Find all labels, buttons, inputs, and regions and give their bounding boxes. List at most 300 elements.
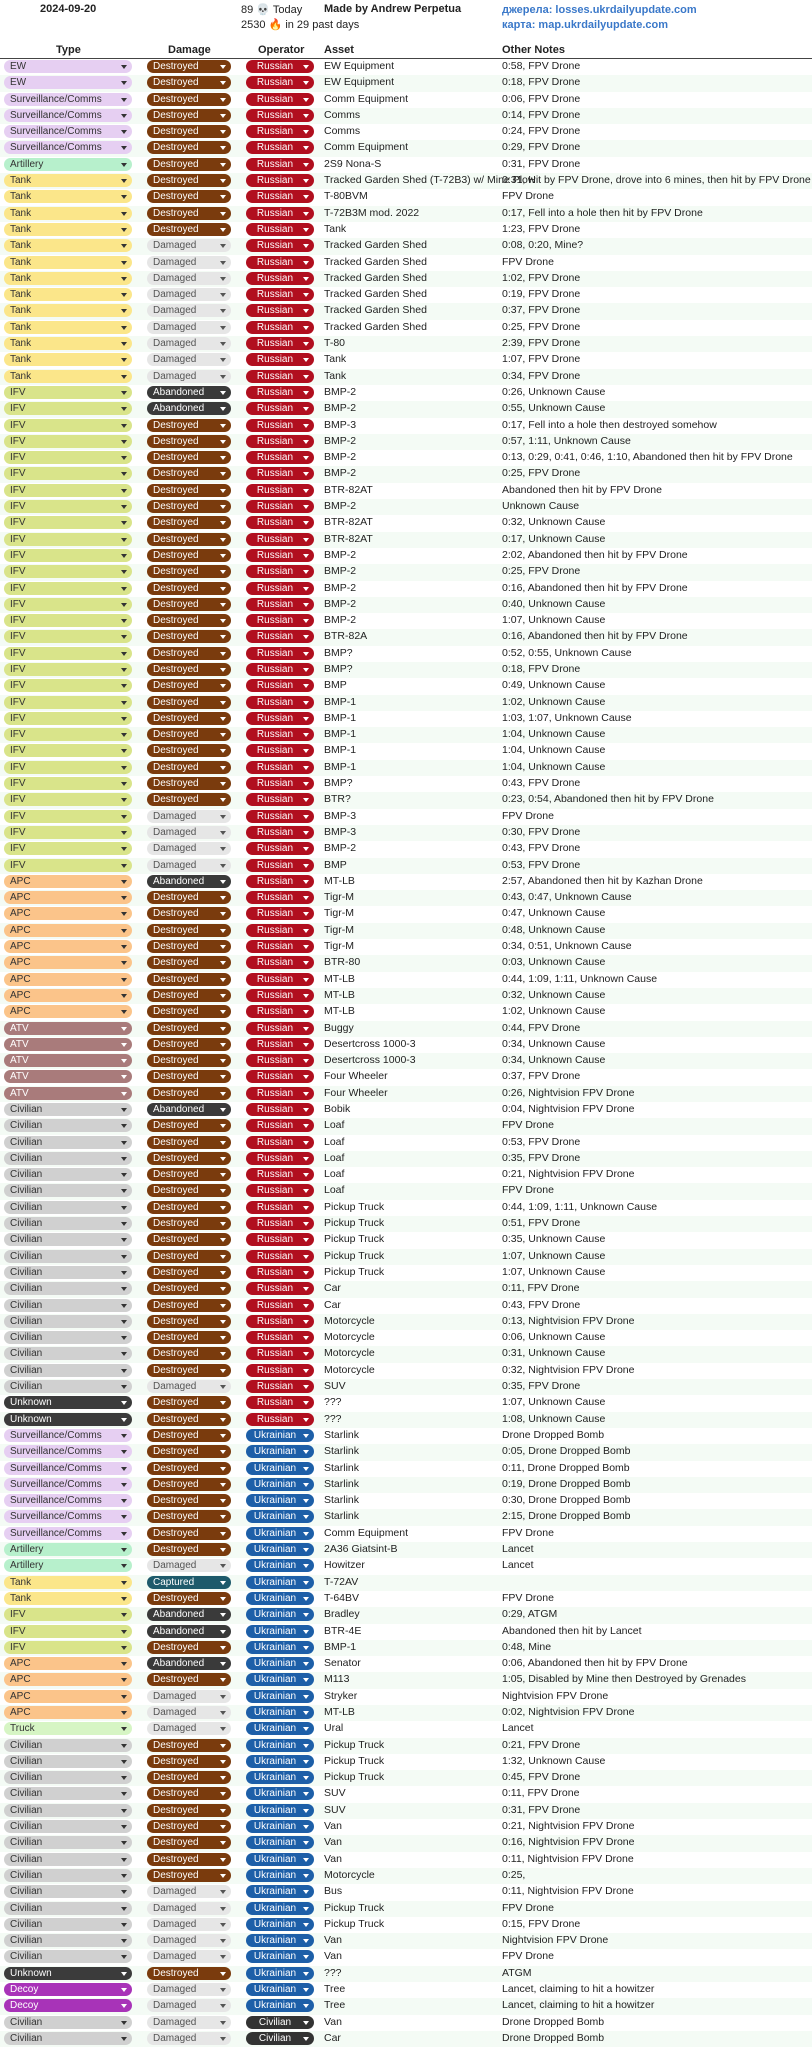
damage-select[interactable]: Damaged (147, 2032, 231, 2045)
col-asset[interactable]: Asset (324, 44, 354, 56)
damage-select[interactable]: Destroyed (147, 1462, 231, 1475)
type-select[interactable]: Civilian (4, 1885, 132, 1898)
type-select[interactable]: Surveillance/Comms (4, 125, 132, 138)
damage-select[interactable]: Damaged (147, 272, 231, 285)
damage-select[interactable]: Destroyed (147, 1510, 231, 1523)
asset-cell[interactable]: BMP-3 (324, 809, 357, 822)
damage-select[interactable]: Abandoned (147, 1657, 231, 1670)
operator-select[interactable]: Russian (246, 630, 314, 643)
operator-select[interactable]: Ukrainian (246, 1673, 314, 1686)
notes-cell[interactable]: 0:52, 0:55, Unknown Cause (502, 646, 632, 659)
notes-cell[interactable]: 0:19, FPV Drone (502, 288, 581, 301)
type-select[interactable]: IFV (4, 386, 132, 399)
type-select[interactable]: Surveillance/Comms (4, 109, 132, 122)
operator-select[interactable]: Ukrainian (246, 1755, 314, 1768)
notes-cell[interactable]: FPV Drone (502, 1901, 554, 1914)
type-select[interactable]: Tank (4, 1592, 132, 1605)
damage-select[interactable]: Destroyed (147, 956, 231, 969)
notes-cell[interactable]: 0:14, FPV Drone (502, 108, 581, 121)
operator-select[interactable]: Russian (246, 419, 314, 432)
notes-cell[interactable]: 0:29, ATGM (502, 1608, 558, 1621)
notes-cell[interactable]: 0:44, 1:09, 1:11, Unknown Cause (502, 972, 658, 985)
asset-cell[interactable]: Loaf (324, 1151, 345, 1164)
notes-cell[interactable]: 0:11, FPV Drone (502, 1787, 580, 1800)
asset-cell[interactable]: Loaf (324, 1119, 345, 1132)
notes-cell[interactable]: 0:11, FPV Drone (502, 1282, 580, 1295)
notes-cell[interactable]: 0:30, FPV Drone (502, 825, 581, 838)
notes-cell[interactable]: 0:25, FPV Drone (502, 320, 581, 333)
damage-select[interactable]: Damaged (147, 1722, 231, 1735)
asset-cell[interactable]: Tracked Garden Shed (324, 288, 427, 301)
damage-select[interactable]: Destroyed (147, 1347, 231, 1360)
type-select[interactable]: APC (4, 1690, 132, 1703)
type-select[interactable]: Tank (4, 337, 132, 350)
notes-cell[interactable]: 0:34, Unknown Cause (502, 1054, 606, 1067)
operator-select[interactable]: Russian (246, 907, 314, 920)
type-select[interactable]: Civilian (4, 1250, 132, 1263)
type-select[interactable]: APC (4, 940, 132, 953)
operator-select[interactable]: Russian (246, 1201, 314, 1214)
notes-cell[interactable]: 1:05, Disabled by Mine then Destroyed by Grenades (502, 1673, 746, 1686)
operator-select[interactable]: Russian (246, 1168, 314, 1181)
type-select[interactable]: ATV (4, 1022, 132, 1035)
operator-select[interactable]: Russian (246, 223, 314, 236)
damage-select[interactable]: Destroyed (147, 744, 231, 757)
type-select[interactable]: Tank (4, 288, 132, 301)
asset-cell[interactable]: ??? (324, 1412, 342, 1425)
type-select[interactable]: Civilian (4, 1869, 132, 1882)
type-select[interactable]: Civilian (4, 1315, 132, 1328)
type-select[interactable]: Civilian (4, 1836, 132, 1849)
operator-select[interactable]: Russian (246, 484, 314, 497)
asset-cell[interactable]: SUV (324, 1803, 346, 1816)
damage-select[interactable]: Destroyed (147, 1804, 231, 1817)
type-select[interactable]: Tank (4, 256, 132, 269)
notes-cell[interactable]: 0:48, Unknown Cause (502, 923, 606, 936)
damage-select[interactable]: Destroyed (147, 1331, 231, 1344)
notes-cell[interactable]: 0:11, Drone Dropped Bomb (502, 1461, 630, 1474)
operator-select[interactable]: Russian (246, 467, 314, 480)
operator-select[interactable]: Ukrainian (246, 1543, 314, 1556)
asset-cell[interactable]: Bobik (324, 1103, 351, 1115)
operator-select[interactable]: Ukrainian (246, 1918, 314, 1931)
type-select[interactable]: Surveillance/Comms (4, 1445, 132, 1458)
type-select[interactable]: Civilian (4, 1217, 132, 1230)
operator-select[interactable]: Ukrainian (246, 1445, 314, 1458)
type-select[interactable]: Civilian (4, 2016, 132, 2029)
asset-cell[interactable]: Pickup Truck (324, 1901, 385, 1914)
operator-select[interactable]: Russian (246, 1005, 314, 1018)
asset-cell[interactable]: BMP? (324, 777, 353, 790)
damage-select[interactable]: Damaged (147, 1934, 231, 1947)
type-select[interactable]: Civilian (4, 1902, 132, 1915)
damage-select[interactable]: Destroyed (147, 728, 231, 741)
notes-cell[interactable]: 0:30, Drone Dropped Bomb (502, 1494, 631, 1507)
type-select[interactable]: Civilian (4, 1739, 132, 1752)
notes-cell[interactable]: 1:08, Unknown Cause (502, 1412, 606, 1425)
asset-cell[interactable]: Tree (324, 1999, 346, 2012)
asset-cell[interactable]: Comm Equipment (324, 92, 409, 105)
asset-cell[interactable]: 2S9 Nona-S (324, 157, 382, 170)
damage-select[interactable]: Destroyed (147, 1413, 231, 1426)
type-select[interactable]: Civilian (4, 1168, 132, 1181)
asset-cell[interactable]: Ural (324, 1722, 344, 1735)
asset-cell[interactable]: Four Wheeler (324, 1086, 388, 1099)
type-select[interactable]: IFV (4, 582, 132, 595)
type-select[interactable]: Tank (4, 304, 132, 317)
notes-cell[interactable]: Abandoned then hit by FPV Drone (502, 483, 662, 496)
damage-select[interactable]: Destroyed (147, 467, 231, 480)
type-select[interactable]: Surveillance/Comms (4, 1429, 132, 1442)
type-select[interactable]: IFV (4, 761, 132, 774)
type-select[interactable]: Tank (4, 1576, 132, 1589)
damage-select[interactable]: Destroyed (147, 647, 231, 660)
type-select[interactable]: IFV (4, 614, 132, 627)
asset-cell[interactable]: Van (324, 1852, 342, 1865)
notes-cell[interactable]: 0:31, FPV Drone (502, 157, 581, 170)
notes-cell[interactable]: 1:07, Unknown Cause (502, 614, 606, 627)
damage-select[interactable]: Destroyed (147, 679, 231, 692)
type-select[interactable]: IFV (4, 810, 132, 823)
damage-select[interactable]: Damaged (147, 1999, 231, 2012)
damage-select[interactable]: Damaged (147, 288, 231, 301)
asset-cell[interactable]: MT-LB (324, 988, 355, 1001)
notes-cell[interactable]: Drone Dropped Bomb (502, 2031, 605, 2044)
operator-select[interactable]: Russian (246, 973, 314, 986)
type-select[interactable]: Civilian (4, 2032, 132, 2045)
type-select[interactable]: Tank (4, 190, 132, 203)
damage-select[interactable]: Destroyed (147, 1152, 231, 1165)
operator-select[interactable]: Russian (246, 1315, 314, 1328)
asset-cell[interactable]: BMP (324, 679, 347, 692)
damage-select[interactable]: Destroyed (147, 158, 231, 171)
damage-select[interactable]: Destroyed (147, 1184, 231, 1197)
type-select[interactable]: Civilian (4, 1934, 132, 1947)
operator-select[interactable]: Ukrainian (246, 1576, 314, 1589)
operator-select[interactable]: Ukrainian (246, 1592, 314, 1605)
asset-cell[interactable]: Van (324, 1950, 342, 1963)
asset-cell[interactable]: Comms (324, 125, 361, 138)
asset-cell[interactable]: Tracked Garden Shed (324, 271, 427, 284)
operator-select[interactable]: Ukrainian (246, 1527, 314, 1540)
operator-select[interactable]: Ukrainian (246, 1706, 314, 1719)
operator-select[interactable]: Russian (246, 810, 314, 823)
notes-cell[interactable]: 0:13, 0:29, 0:41, 0:46, 1:10, Abandoned then hit by FPV Drone (502, 451, 793, 464)
damage-select[interactable]: Destroyed (147, 1217, 231, 1230)
notes-cell[interactable]: Lancet, claiming to hit a howitzer (502, 1999, 655, 2012)
asset-cell[interactable]: Pickup Truck (324, 1771, 385, 1784)
operator-select[interactable]: Ukrainian (246, 1967, 314, 1980)
notes-cell[interactable]: 0:08, 0:20, Mine? (502, 239, 584, 252)
type-select[interactable]: Civilian (4, 1201, 132, 1214)
damage-select[interactable]: Destroyed (147, 989, 231, 1002)
asset-cell[interactable]: EW Equipment (324, 76, 395, 89)
type-select[interactable]: Civilian (4, 1136, 132, 1149)
damage-select[interactable]: Destroyed (147, 533, 231, 546)
type-select[interactable]: IFV (4, 793, 132, 806)
damage-select[interactable]: Destroyed (147, 207, 231, 220)
notes-cell[interactable]: 0:37, FPV Drone (502, 304, 581, 317)
damage-select[interactable]: Abandoned (147, 1608, 231, 1621)
operator-select[interactable]: Russian (246, 1119, 314, 1132)
asset-cell[interactable]: Pickup Truck (324, 1249, 385, 1262)
operator-select[interactable]: Ukrainian (246, 1739, 314, 1752)
type-select[interactable]: APC (4, 891, 132, 904)
operator-select[interactable]: Russian (246, 174, 314, 187)
type-select[interactable]: Tank (4, 321, 132, 334)
asset-cell[interactable]: Tigr-M (324, 907, 354, 920)
operator-select[interactable]: Russian (246, 207, 314, 220)
operator-select[interactable]: Russian (246, 842, 314, 855)
damage-select[interactable]: Destroyed (147, 1820, 231, 1833)
type-select[interactable]: Civilian (4, 1331, 132, 1344)
type-select[interactable]: Civilian (4, 1364, 132, 1377)
notes-cell[interactable]: Lancet (502, 1722, 534, 1735)
notes-cell[interactable]: 1:02, Unknown Cause (502, 1005, 606, 1018)
damage-select[interactable]: Damaged (147, 826, 231, 839)
asset-cell[interactable]: BMP-3 (324, 825, 357, 838)
notes-cell[interactable]: 2:57, Abandoned then hit by Kazhan Drone (502, 874, 703, 887)
notes-cell[interactable]: 0:23, 0:54, Abandoned then hit by FPV Drone (502, 793, 714, 806)
damage-select[interactable]: Damaged (147, 1885, 231, 1898)
type-select[interactable]: IFV (4, 744, 132, 757)
damage-select[interactable]: Destroyed (147, 1119, 231, 1132)
operator-select[interactable]: Russian (246, 1038, 314, 1051)
operator-select[interactable]: Russian (246, 337, 314, 350)
asset-cell[interactable]: T-72AV (324, 1575, 359, 1588)
type-select[interactable]: IFV (4, 451, 132, 464)
notes-cell[interactable]: 0:02, Nightvision FPV Drone (502, 1705, 635, 1718)
asset-cell[interactable]: Tigr-M (324, 923, 354, 936)
operator-select[interactable]: Russian (246, 141, 314, 154)
type-select[interactable]: Surveillance/Comms (4, 1510, 132, 1523)
type-select[interactable]: Tank (4, 207, 132, 220)
damage-select[interactable]: Abandoned (147, 875, 231, 888)
asset-cell[interactable]: BMP-2 (324, 451, 357, 464)
type-select[interactable]: Unknown (4, 1967, 132, 1980)
asset-cell[interactable]: BMP-2 (324, 402, 357, 415)
damage-select[interactable]: Destroyed (147, 1364, 231, 1377)
type-select[interactable]: Civilian (4, 1347, 132, 1360)
operator-select[interactable]: Russian (246, 989, 314, 1002)
asset-cell[interactable]: Comm Equipment (324, 141, 409, 154)
notes-cell[interactable]: 0:17, Fell into a hole then hit by FPV Drone (502, 206, 703, 219)
damage-select[interactable]: Damaged (147, 810, 231, 823)
operator-select[interactable]: Ukrainian (246, 1494, 314, 1507)
asset-cell[interactable]: Car (324, 2031, 341, 2044)
asset-cell[interactable]: Motorcycle (324, 1331, 375, 1344)
operator-select[interactable]: Russian (246, 386, 314, 399)
damage-select[interactable]: Damaged (147, 1690, 231, 1703)
notes-cell[interactable]: 0:47, Unknown Cause (502, 907, 606, 920)
type-select[interactable]: IFV (4, 696, 132, 709)
notes-cell[interactable]: FPV Drone (502, 1119, 554, 1132)
asset-cell[interactable]: Tank (324, 353, 347, 366)
damage-select[interactable]: Destroyed (147, 484, 231, 497)
asset-cell[interactable]: Buggy (324, 1021, 354, 1034)
asset-cell[interactable]: BTR-82AT (324, 483, 373, 496)
asset-cell[interactable]: Van (324, 1836, 342, 1849)
notes-cell[interactable]: 1:02, FPV Drone (502, 271, 581, 284)
asset-cell[interactable]: BMP (324, 858, 347, 871)
damage-select[interactable]: Destroyed (147, 1853, 231, 1866)
asset-cell[interactable]: Tracked Garden Shed (324, 255, 427, 268)
operator-select[interactable]: Russian (246, 288, 314, 301)
operator-select[interactable]: Russian (246, 1250, 314, 1263)
asset-cell[interactable]: BMP-2 (324, 614, 357, 627)
type-select[interactable]: APC (4, 1673, 132, 1686)
type-select[interactable]: Civilian (4, 1380, 132, 1393)
damage-select[interactable]: Damaged (147, 1902, 231, 1915)
type-select[interactable]: Tank (4, 353, 132, 366)
damage-select[interactable]: Damaged (147, 1559, 231, 1572)
notes-cell[interactable]: 0:03, Unknown Cause (502, 956, 606, 969)
operator-select[interactable]: Ukrainian (246, 1510, 314, 1523)
type-select[interactable]: Civilian (4, 1103, 132, 1116)
notes-cell[interactable]: 0:51, FPV Drone (502, 1217, 581, 1230)
notes-cell[interactable]: 0:16, Abandoned then hit by FPV Drone (502, 630, 688, 643)
operator-select[interactable]: Ukrainian (246, 1934, 314, 1947)
type-select[interactable]: IFV (4, 859, 132, 872)
asset-cell[interactable]: M113 (324, 1673, 350, 1686)
operator-select[interactable]: Russian (246, 370, 314, 383)
damage-select[interactable]: Abandoned (147, 402, 231, 415)
notes-cell[interactable]: Abandoned then hit by Lancet (502, 1624, 642, 1637)
type-select[interactable]: EW (4, 76, 132, 89)
damage-select[interactable]: Destroyed (147, 1592, 231, 1605)
asset-cell[interactable]: Loaf (324, 1184, 345, 1197)
asset-cell[interactable]: ??? (324, 1396, 342, 1409)
damage-select[interactable]: Destroyed (147, 1005, 231, 1018)
notes-cell[interactable]: 2:02, Abandoned then hit by FPV Drone (502, 548, 688, 561)
operator-select[interactable]: Russian (246, 1347, 314, 1360)
asset-cell[interactable]: T-72B3M mod. 2022 (324, 206, 420, 219)
notes-cell[interactable]: 0:21, Nightvision FPV Drone (502, 1168, 635, 1181)
asset-cell[interactable]: Pickup Truck (324, 1265, 385, 1278)
damage-select[interactable]: Destroyed (147, 598, 231, 611)
operator-select[interactable]: Russian (246, 1184, 314, 1197)
damage-select[interactable]: Destroyed (147, 1527, 231, 1540)
type-select[interactable]: APC (4, 1657, 132, 1670)
asset-cell[interactable]: Loaf (324, 1135, 345, 1148)
asset-cell[interactable]: BMP-1 (324, 760, 357, 773)
operator-select[interactable]: Russian (246, 1022, 314, 1035)
notes-cell[interactable]: 1:02, Unknown Cause (502, 695, 606, 708)
operator-select[interactable]: Russian (246, 500, 314, 513)
asset-cell[interactable]: Senator (324, 1657, 361, 1670)
notes-cell[interactable]: 0:29, FPV Drone (502, 141, 581, 154)
damage-select[interactable]: Damaged (147, 842, 231, 855)
damage-select[interactable]: Damaged (147, 256, 231, 269)
damage-select[interactable]: Destroyed (147, 1233, 231, 1246)
damage-select[interactable]: Destroyed (147, 451, 231, 464)
notes-cell[interactable]: 0:45, FPV Drone (502, 1771, 581, 1784)
notes-cell[interactable]: 0:19, Drone Dropped Bomb (502, 1477, 631, 1490)
asset-cell[interactable]: Motorcycle (324, 1868, 375, 1881)
damage-select[interactable]: Damaged (147, 1918, 231, 1931)
notes-cell[interactable]: Lancet, claiming to hit a howitzer (502, 1983, 655, 1996)
notes-cell[interactable]: 0:04, Nightvision FPV Drone (502, 1103, 635, 1115)
notes-cell[interactable]: 0:43, FPV Drone (502, 777, 581, 790)
damage-select[interactable]: Destroyed (147, 1250, 231, 1263)
notes-cell[interactable]: 0:35, FPV Drone (502, 1380, 581, 1393)
asset-cell[interactable]: SUV (324, 1380, 346, 1393)
type-select[interactable]: IFV (4, 728, 132, 741)
damage-select[interactable]: Destroyed (147, 614, 231, 627)
notes-cell[interactable]: Nightvision FPV Drone (502, 1934, 609, 1947)
damage-select[interactable]: Destroyed (147, 1038, 231, 1051)
operator-select[interactable]: Russian (246, 1054, 314, 1067)
asset-cell[interactable]: Tracked Garden Shed (324, 239, 427, 252)
asset-cell[interactable]: BMP-2 (324, 434, 357, 447)
damage-select[interactable]: Destroyed (147, 582, 231, 595)
type-select[interactable]: ATV (4, 1087, 132, 1100)
type-select[interactable]: APC (4, 973, 132, 986)
operator-select[interactable]: Russian (246, 956, 314, 969)
asset-cell[interactable]: Stryker (324, 1689, 358, 1702)
damage-select[interactable]: Destroyed (147, 663, 231, 676)
notes-cell[interactable]: 0:31, FPV Drone (502, 1803, 581, 1816)
operator-select[interactable]: Russian (246, 924, 314, 937)
type-select[interactable]: APC (4, 924, 132, 937)
asset-cell[interactable]: BMP-2 (324, 581, 357, 594)
operator-select[interactable]: Russian (246, 1396, 314, 1409)
asset-cell[interactable]: Starlink (324, 1510, 360, 1523)
asset-cell[interactable]: 2A36 Giatsint-B (324, 1543, 398, 1556)
asset-cell[interactable]: BMP-1 (324, 728, 357, 741)
notes-cell[interactable]: FPV Drone (502, 809, 554, 822)
type-select[interactable]: Civilian (4, 1950, 132, 1963)
operator-select[interactable]: Russian (246, 516, 314, 529)
operator-select[interactable]: Ukrainian (246, 1983, 314, 1996)
damage-select[interactable]: Destroyed (147, 190, 231, 203)
map-link[interactable]: карта: map.ukrdailyupdate.com (502, 19, 669, 31)
notes-cell[interactable]: 0:44, 1:09, 1:11, Unknown Cause (502, 1200, 658, 1213)
operator-select[interactable]: Russian (246, 125, 314, 138)
operator-select[interactable]: Russian (246, 598, 314, 611)
asset-cell[interactable]: Pickup Truck (324, 1200, 385, 1213)
col-notes[interactable]: Other Notes (502, 44, 565, 56)
asset-cell[interactable]: Van (324, 2015, 342, 2028)
notes-cell[interactable]: 0:53, FPV Drone (502, 858, 581, 871)
notes-cell[interactable]: Drone Dropped Bomb (502, 1428, 605, 1441)
damage-select[interactable]: Damaged (147, 1706, 231, 1719)
operator-select[interactable]: Russian (246, 1364, 314, 1377)
damage-select[interactable]: Destroyed (147, 1266, 231, 1279)
type-select[interactable]: EW (4, 60, 132, 73)
operator-select[interactable]: Russian (246, 859, 314, 872)
col-damage[interactable]: Damage (168, 44, 211, 56)
type-select[interactable]: Surveillance/Comms (4, 1494, 132, 1507)
operator-select[interactable]: Russian (246, 761, 314, 774)
operator-select[interactable]: Russian (246, 793, 314, 806)
notes-cell[interactable]: Lancet (502, 1543, 534, 1556)
asset-cell[interactable]: BTR-82A (324, 630, 368, 643)
notes-cell[interactable]: 0:18, FPV Drone (502, 76, 581, 89)
damage-select[interactable]: Destroyed (147, 93, 231, 106)
type-select[interactable]: Unknown (4, 1413, 132, 1426)
damage-select[interactable]: Destroyed (147, 1673, 231, 1686)
asset-cell[interactable]: BMP-1 (324, 711, 357, 724)
damage-select[interactable]: Damaged (147, 239, 231, 252)
asset-cell[interactable]: Starlink (324, 1461, 360, 1474)
operator-select[interactable]: Russian (246, 1331, 314, 1344)
operator-select[interactable]: Russian (246, 1103, 314, 1116)
type-select[interactable]: IFV (4, 533, 132, 546)
notes-cell[interactable]: 0:37, FPV Drone (502, 1070, 581, 1083)
type-select[interactable]: IFV (4, 712, 132, 725)
type-select[interactable]: Civilian (4, 1282, 132, 1295)
